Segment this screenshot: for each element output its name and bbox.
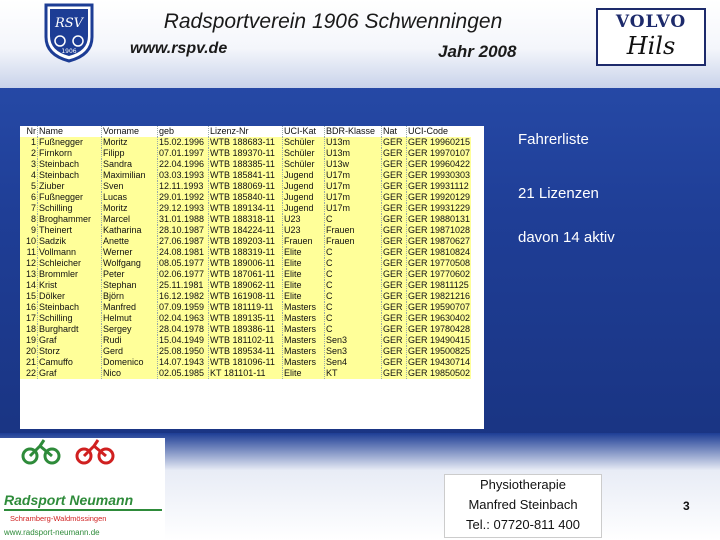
table-cell: Sergey [102,324,158,335]
table-cell: GER [382,137,407,148]
table-cell: 13 [20,269,38,280]
volvo-brand-text: VOLVO [615,12,687,32]
svg-text:Schramberg-Waldmössingen: Schramberg-Waldmössingen [10,514,107,523]
table-row [20,192,471,203]
table-cell: GER 19430714 [408,357,471,367]
table-cell: GER 19490415 [408,335,471,345]
table-cell: Burghardt [38,324,102,335]
table-cell: C [325,280,382,291]
table-cell: Steinbach [38,159,102,170]
physio-ad [444,474,602,538]
table-row [20,148,471,159]
table-cell: KT 181101-11 [209,368,283,379]
table-cell: Fußnegger [38,137,102,148]
table-cell: Masters [283,357,325,368]
table-cell: 14.07.1943 [158,357,209,368]
table-cell: C [325,324,382,335]
table-row [20,302,471,313]
table-cell: Schleicher [38,258,102,269]
table-cell: Steinbach [38,302,102,313]
table-cell: WTB 188318-11 [209,214,283,225]
table-cell: WTB 189135-11 [209,313,283,324]
table-cell: 10 [20,236,38,247]
rider-table [20,126,471,379]
table-cell: Schilling [38,313,102,324]
table-cell: C [325,291,382,302]
table-cell: Moritz [102,137,158,148]
table-cell: Domenico [102,357,158,368]
table-cell: Elite [283,269,325,280]
table-cell: Werner [102,247,158,258]
table-cell: 29.01.1992 [158,192,209,203]
table-cell: GER 19630402 [408,313,471,323]
table-cell: GER [382,302,407,313]
volvo-hils-logo [596,8,706,66]
table-cell: WTB 189534-11 [209,346,283,357]
table-cell: Masters [283,313,325,324]
table-cell: 12.11.1993 [158,181,209,192]
table-cell: GER [382,148,407,159]
col-header: UCI-Kat [283,126,325,137]
table-cell: Jugend [283,203,325,214]
table-cell: Broghammer [38,214,102,225]
table-cell: 6 [20,192,38,203]
table-cell: Schüler [283,137,325,148]
table-cell: 16.12.1982 [158,291,209,302]
table-cell: Elite [283,258,325,269]
table-cell: WTB 189386-11 [209,324,283,335]
active-count: davon 14 aktiv [518,229,615,246]
table-cell: Peter [102,269,158,280]
table-cell: GER [382,324,407,335]
table-cell: GER 19850502 [408,368,471,378]
col-header: Vorname [102,126,158,137]
table-cell: GER [382,291,407,302]
table-cell: Anette [102,236,158,247]
table-cell: 20 [20,346,38,357]
table-row [20,258,471,269]
table-row [20,335,471,346]
slide-header [0,0,720,88]
table-cell: WTB 189134-11 [209,203,283,214]
table-cell: GER [382,203,407,214]
col-header: geb [158,126,209,137]
table-cell: Masters [283,346,325,357]
table-cell: GER [382,280,407,291]
table-cell: 02.05.1985 [158,368,209,379]
table-cell: Filipp [102,148,158,159]
table-cell: 21 [20,357,38,368]
table-cell: GER 19931229 [408,203,471,213]
table-row [20,236,471,247]
radsport-neumann-logo [0,438,165,540]
club-logo-icon [42,3,96,63]
season-year: Jahr 2008 [438,42,517,61]
table-cell: Steinbach [38,170,102,181]
table-cell: Stephan [102,280,158,291]
table-cell: GER [382,346,407,357]
table-cell: GER [382,368,407,379]
table-cell: Elite [283,368,325,379]
table-row [20,225,471,236]
list-title: Fahrerliste [518,131,589,148]
svg-text:RSV: RSV [54,16,84,31]
table-cell: Elite [283,247,325,258]
table-cell: WTB 189006-11 [209,258,283,269]
table-cell: Krist [38,280,102,291]
table-cell: GER [382,170,407,181]
table-cell: Schüler [283,148,325,159]
table-cell: U13w [325,159,382,170]
table-cell: GER 19930303 [408,170,471,180]
table-row [20,368,471,379]
table-cell: 25.08.1950 [158,346,209,357]
table-cell: WTB 187061-11 [209,269,283,280]
table-cell: Brommler [38,269,102,280]
table-cell: GER 19960215 [408,137,471,147]
table-cell: Nico [102,368,158,379]
table-cell: GER 19770602 [408,269,471,279]
table-cell: Schüler [283,159,325,170]
col-header: UCI-Code [407,126,472,137]
table-cell: 31.01.1988 [158,214,209,225]
table-cell: 07.09.1959 [158,302,209,313]
table-row [20,247,471,258]
table-cell: 27.06.1987 [158,236,209,247]
table-row [20,181,471,192]
table-cell: GER [382,181,407,192]
table-cell: Jugend [283,181,325,192]
col-header: Nr [26,126,36,136]
table-cell: 17 [20,313,38,324]
table-cell: U13m [325,148,382,159]
table-cell: Storz [38,346,102,357]
table-cell: GER 19880131 [408,214,471,224]
table-row [20,269,471,280]
table-cell: WTB 189370-11 [209,148,283,159]
table-cell: Masters [283,302,325,313]
table-cell: Vollmann [38,247,102,258]
table-cell: GER [382,236,407,247]
table-cell: 12 [20,258,38,269]
table-cell: Elite [283,280,325,291]
table-cell: GER 19770508 [408,258,471,268]
table-cell: Fußnegger [38,192,102,203]
table-cell: U17m [325,170,382,181]
table-row [20,203,471,214]
table-cell: 2 [20,148,38,159]
table-cell: Masters [283,335,325,346]
table-cell: 4 [20,170,38,181]
table-cell: 14 [20,280,38,291]
table-cell: Masters [283,324,325,335]
physio-title: Physiotherapie [480,477,566,492]
table-cell: Helmut [102,313,158,324]
rider-table-container [20,126,484,429]
table-cell: Dölker [38,291,102,302]
table-cell: Elite [283,291,325,302]
table-cell: GER 19920129 [408,192,471,202]
table-cell: Sen3 [325,346,382,357]
table-cell: WTB 161908-11 [209,291,283,302]
table-row [20,137,471,148]
col-header: Nat [382,126,407,137]
table-cell: GER [382,225,407,236]
table-cell: WTB 181102-11 [209,335,283,346]
table-cell: GER [382,269,407,280]
table-cell: WTB 181096-11 [209,357,283,368]
table-row [20,280,471,291]
svg-text:Radsport Neumann: Radsport Neumann [4,492,134,508]
table-cell: 8 [20,214,38,225]
table-cell: Manfred [102,302,158,313]
table-cell: GER [382,313,407,324]
table-cell: GER [382,247,407,258]
table-cell: Frauen [325,225,382,236]
table-cell: 19 [20,335,38,346]
table-cell: GER 19870627 [408,236,471,246]
table-cell: Ziuber [38,181,102,192]
page-title: Radsportverein 1906 Schwenningen [163,10,503,33]
table-cell: WTB 188683-11 [209,137,283,148]
table-cell: GER [382,192,407,203]
table-cell: GER 19821216 [408,291,471,301]
table-cell: Lucas [102,192,158,203]
table-cell: WTB 185840-11 [209,192,283,203]
table-cell: WTB 185841-11 [209,170,283,181]
table-cell: Moritz [102,203,158,214]
table-cell: GER 19960422 [408,159,471,169]
table-cell: GER [382,357,407,368]
table-cell: 28.04.1978 [158,324,209,335]
table-cell: 15.04.1949 [158,335,209,346]
table-cell: Marcel [102,214,158,225]
table-cell: GER 19970107 [408,148,471,158]
table-cell: 02.06.1977 [158,269,209,280]
table-row [20,357,471,368]
table-cell: Camuffo [38,357,102,368]
table-row [20,214,471,225]
table-cell: 5 [20,181,38,192]
svg-text:1906: 1906 [61,48,77,55]
table-cell: Wolfgang [102,258,158,269]
table-cell: Theinert [38,225,102,236]
table-cell: Sen4 [325,357,382,368]
table-cell: U17m [325,192,382,203]
table-cell: Frauen [283,236,325,247]
table-cell: GER 19810824 [408,247,471,257]
table-row [20,159,471,170]
table-row [20,346,471,357]
page-number: 3 [683,499,690,513]
col-header: Lizenz-Nr [209,126,283,137]
table-cell: 9 [20,225,38,236]
website-link[interactable]: www.rspv.de [130,40,228,57]
table-cell: Katharina [102,225,158,236]
table-cell: GER 19780428 [408,324,471,334]
table-cell: WTB 188319-11 [209,247,283,258]
table-cell: WTB 189062-11 [209,280,283,291]
table-cell: 11 [20,247,38,258]
physio-phone: Tel.: 07720-811 400 [466,517,580,532]
table-cell: Sven [102,181,158,192]
table-cell: C [325,214,382,225]
table-cell: GER [382,214,407,225]
table-cell: U17m [325,181,382,192]
table-row [20,324,471,335]
table-cell: Rudi [102,335,158,346]
table-cell: 22 [20,368,38,379]
table-cell: Frauen [325,236,382,247]
table-cell: GER [382,258,407,269]
col-header: BDR-Klasse [325,126,382,137]
table-cell: Sandra [102,159,158,170]
table-cell: C [325,269,382,280]
table-row [20,291,471,302]
table-cell: C [325,258,382,269]
table-cell: GER 19590707 [408,302,471,312]
license-count: 21 Lizenzen [518,185,599,202]
table-cell: Schilling [38,203,102,214]
table-cell: Firnkorn [38,148,102,159]
table-cell: U13m [325,137,382,148]
table-cell: C [325,302,382,313]
table-cell: GER 19871028 [408,225,471,235]
table-cell: GER [382,159,407,170]
table-cell: Björn [102,291,158,302]
physio-name: Manfred Steinbach [468,497,578,512]
table-cell: 1 [20,137,38,148]
table-cell: 29.12.1993 [158,203,209,214]
table-cell: Sen3 [325,335,382,346]
table-cell: Graf [38,368,102,379]
table-cell: KT [325,368,382,379]
table-cell: 15 [20,291,38,302]
table-cell: 02.04.1963 [158,313,209,324]
table-header-row [20,126,471,137]
table-cell: GER 19811125 [407,280,472,291]
table-cell: C [325,247,382,258]
table-cell: C [325,313,382,324]
table-cell: 24.08.1981 [158,247,209,258]
table-cell: GER 19500825 [408,346,471,356]
table-cell: 03.03.1993 [158,170,209,181]
table-cell: Sadzik [38,236,102,247]
table-cell: WTB 189203-11 [209,236,283,247]
svg-text:www.radsport-neumann.de: www.radsport-neumann.de [4,528,100,537]
table-cell: GER [382,335,407,346]
table-cell: WTB 188069-11 [209,181,283,192]
table-cell: WTB 181119-11 [209,302,283,313]
table-row [20,313,471,324]
table-cell: 15.02.1996 [158,137,209,148]
table-cell: Jugend [283,170,325,181]
table-cell: U23 [283,225,325,236]
table-cell: 22.04.1996 [158,159,209,170]
hils-brand-text: Hils [626,32,676,60]
table-cell: GER 19931112 [407,181,472,192]
table-cell: 16 [20,302,38,313]
table-cell: 25.11.1981 [158,280,209,291]
table-cell: 3 [20,159,38,170]
table-cell: 18 [20,324,38,335]
table-cell: Graf [38,335,102,346]
table-cell: Maximilian [102,170,158,181]
table-cell: Jugend [283,192,325,203]
table-cell: U23 [283,214,325,225]
table-cell: WTB 184224-11 [209,225,283,236]
table-row [20,170,471,181]
table-cell: Gerd [102,346,158,357]
col-header: Name [38,126,102,137]
table-cell: U17m [325,203,382,214]
table-cell: 07.01.1997 [158,148,209,159]
table-cell: WTB 188385-11 [209,159,283,170]
table-cell: 08.05.1977 [158,258,209,269]
table-cell: 7 [20,203,38,214]
table-cell: 28.10.1987 [158,225,209,236]
